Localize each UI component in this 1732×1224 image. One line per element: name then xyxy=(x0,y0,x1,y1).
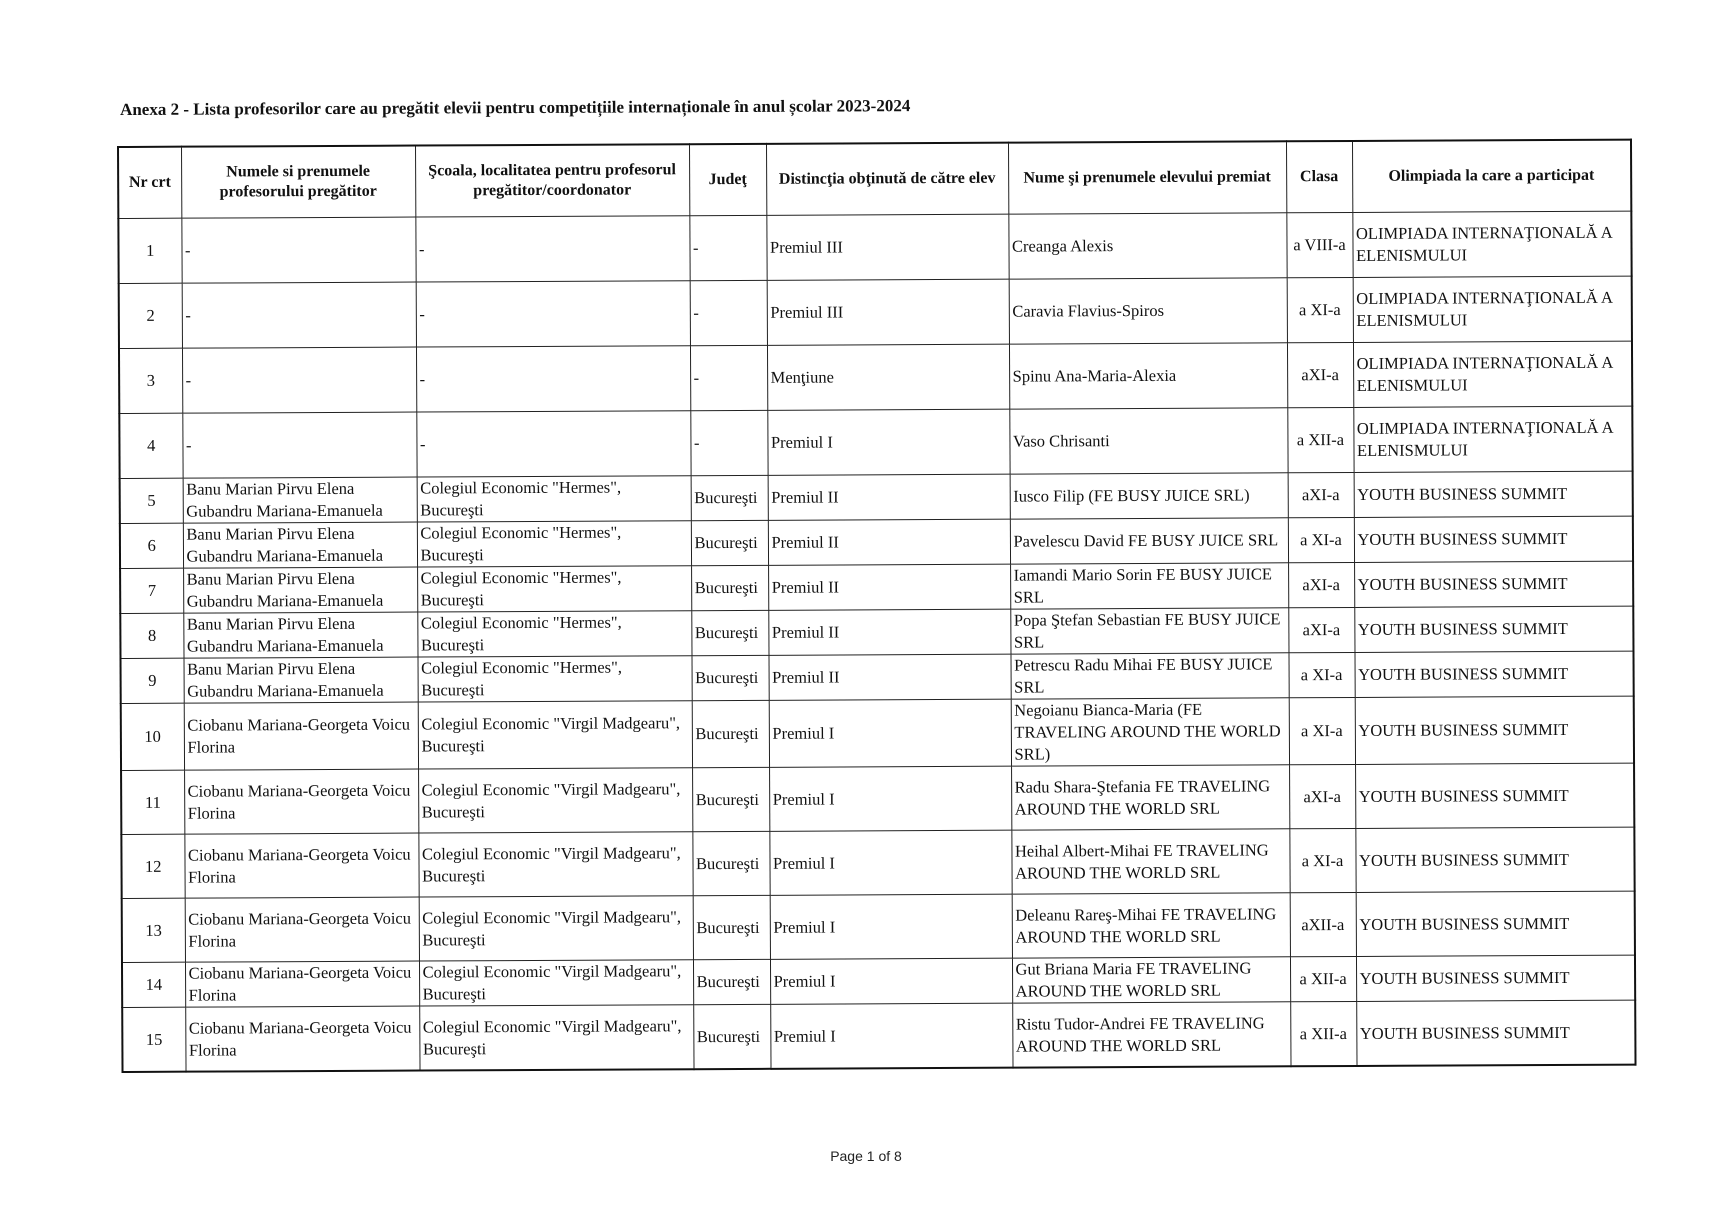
cell-scoala: - xyxy=(416,281,690,347)
cell-distinctie: Premiul II xyxy=(768,474,1010,520)
cell-clasa: a XII-a xyxy=(1290,956,1356,1001)
cell-olimpiada: OLIMPIADA INTERNAŢIONALĂ A ELENISMULUI xyxy=(1353,406,1632,472)
table-row xyxy=(118,211,1631,283)
cell-judet: Bucureşti xyxy=(693,959,770,1004)
cell-scoala: - xyxy=(415,216,689,282)
cell-distinctie: Premiul II xyxy=(768,564,1010,610)
cell-nr: 8 xyxy=(120,613,183,658)
cell-nr: 3 xyxy=(119,348,182,413)
cell-elev: Heihal Albert-Mihai FE TRAVELING AROUND THE WORLD SRL xyxy=(1011,829,1289,894)
cell-judet: Bucureşti xyxy=(691,565,768,610)
cell-scoala: Colegiul Economic "Hermes", Bucureşti xyxy=(417,611,691,657)
cell-distinctie: Premiul II xyxy=(768,519,1010,565)
cell-olimpiada: YOUTH BUSINESS SUMMIT xyxy=(1354,651,1633,697)
cell-elev: Vaso Chrisanti xyxy=(1009,408,1287,474)
cell-clasa: a XI-a xyxy=(1289,697,1355,764)
cell-olimpiada: YOUTH BUSINESS SUMMIT xyxy=(1356,1000,1635,1066)
cell-clasa: a XII-a xyxy=(1290,1001,1356,1066)
cell-judet: Bucureşti xyxy=(693,895,770,959)
table-container xyxy=(117,139,1635,1073)
cell-clasa: a XI-a xyxy=(1288,517,1354,562)
cell-clasa: aXI-a xyxy=(1289,764,1355,828)
header-profesor: Numele si prenumele profesorului pregătitor xyxy=(181,146,415,219)
cell-profesor: Ciobanu Mariana-Georgeta Voicu Florina xyxy=(185,897,419,962)
cell-olimpiada: OLIMPIADA INTERNAŢIONALĂ A ELENISMULUI xyxy=(1353,276,1632,342)
cell-distinctie: Premiul I xyxy=(769,830,1011,895)
cell-judet: Bucureşti xyxy=(691,520,768,565)
cell-profesor: Banu Marian Pirvu Elena Gubandru Mariana-Emanuela xyxy=(183,522,417,568)
page-number: Page 1 of 8 xyxy=(830,1148,902,1164)
cell-distinctie: Premiul I xyxy=(769,766,1011,831)
cell-olimpiada: YOUTH BUSINESS SUMMIT xyxy=(1355,763,1634,828)
cell-nr: 12 xyxy=(121,834,184,898)
cell-profesor: Banu Marian Pirvu Elena Gubandru Mariana-Emanuela xyxy=(183,477,417,523)
cell-clasa: aXI-a xyxy=(1288,562,1354,607)
cell-judet: Bucureşti xyxy=(693,1004,770,1069)
cell-distinctie: Premiul II xyxy=(768,654,1010,700)
cell-elev: Radu Shara-Ştefania FE TRAVELING AROUND THE WORLD SRL xyxy=(1011,765,1289,830)
cell-profesor: Banu Marian Pirvu Elena Gubandru Mariana-Emanuela xyxy=(184,657,418,703)
cell-elev: Petrescu Radu Mihai FE BUSY JUICE SRL xyxy=(1010,653,1288,699)
header-clasa: Clasa xyxy=(1286,141,1352,213)
cell-distinctie: Premiul I xyxy=(770,894,1012,959)
cell-olimpiada: YOUTH BUSINESS SUMMIT xyxy=(1354,471,1633,517)
cell-elev: Pavelescu David FE BUSY JUICE SRL xyxy=(1010,518,1288,564)
header-elev: Nume şi prenumele elevului premiat xyxy=(1008,141,1286,214)
cell-nr: 7 xyxy=(120,568,183,613)
table-row xyxy=(120,606,1633,658)
cell-olimpiada: YOUTH BUSINESS SUMMIT xyxy=(1354,561,1633,607)
cell-profesor: Banu Marian Pirvu Elena Gubandru Mariana-Emanuela xyxy=(183,567,417,613)
header-olimpiada: Olimpiada la care a participat xyxy=(1352,140,1631,213)
cell-elev: Spinu Ana-Maria-Alexia xyxy=(1009,343,1287,409)
cell-nr: 13 xyxy=(122,898,185,962)
cell-distinctie: Premiul I xyxy=(767,409,1009,475)
table-row xyxy=(119,341,1632,413)
cell-scoala: Colegiul Economic "Hermes", Bucureşti xyxy=(417,476,691,522)
cell-clasa: a XI-a xyxy=(1287,277,1353,342)
cell-elev: Gut Briana Maria FE TRAVELING AROUND THE WORLD SRL xyxy=(1012,957,1290,1003)
cell-profesor: Ciobanu Mariana-Georgeta Voicu Florina xyxy=(184,769,418,834)
cell-profesor: Ciobanu Mariana-Georgeta Voicu Florina xyxy=(184,833,418,898)
cell-scoala: Colegiul Economic "Virgil Madgearu", Bucureşti xyxy=(418,832,692,897)
cell-distinctie: Menţiune xyxy=(767,344,1009,410)
cell-scoala: Colegiul Economic "Virgil Madgearu", Bucureşti xyxy=(419,896,693,961)
cell-judet: Bucureşti xyxy=(692,700,769,767)
cell-profesor: Ciobanu Mariana-Georgeta Voicu Florina xyxy=(185,1006,419,1072)
cell-olimpiada: YOUTH BUSINESS SUMMIT xyxy=(1356,955,1635,1001)
cell-olimpiada: YOUTH BUSINESS SUMMIT xyxy=(1355,696,1634,764)
cell-judet: - xyxy=(690,410,767,475)
cell-scoala: Colegiul Economic "Virgil Madgearu", Bucureşti xyxy=(418,768,692,833)
table-row xyxy=(121,763,1634,834)
cell-judet: Bucureşti xyxy=(691,610,768,655)
cell-elev: Deleanu Rareş-Mihai FE TRAVELING AROUND THE WORLD SRL xyxy=(1012,893,1290,958)
cell-clasa: aXI-a xyxy=(1287,342,1353,407)
cell-nr: 1 xyxy=(118,218,181,283)
table-row xyxy=(119,276,1632,348)
cell-distinctie: Premiul I xyxy=(770,1003,1012,1069)
cell-clasa: aXI-a xyxy=(1288,607,1354,652)
table-row xyxy=(121,827,1634,898)
cell-nr: 5 xyxy=(120,478,183,523)
cell-scoala: Colegiul Economic "Hermes", Bucureşti xyxy=(418,656,692,702)
cell-judet: Bucureşti xyxy=(691,475,768,520)
cell-olimpiada: YOUTH BUSINESS SUMMIT xyxy=(1354,516,1633,562)
cell-scoala: Colegiul Economic "Virgil Madgearu", Bucureşti xyxy=(418,701,692,769)
cell-nr: 6 xyxy=(120,523,183,568)
cell-scoala: Colegiul Economic "Hermes", Bucureşti xyxy=(417,566,691,612)
teachers-table xyxy=(117,139,1637,1073)
cell-scoala: Colegiul Economic "Virgil Madgearu", Bucureşti xyxy=(419,960,693,1006)
cell-judet: Bucureşti xyxy=(691,655,768,700)
cell-elev: Iamandi Mario Sorin FE BUSY JUICE SRL xyxy=(1010,563,1288,609)
cell-nr: 2 xyxy=(119,283,182,348)
table-row xyxy=(122,891,1635,962)
cell-judet: - xyxy=(690,280,767,345)
cell-judet: - xyxy=(689,215,766,280)
cell-judet: Bucureşti xyxy=(692,767,769,831)
table-row xyxy=(120,561,1633,613)
cell-nr: 9 xyxy=(121,658,184,703)
cell-clasa: a XI-a xyxy=(1288,652,1354,697)
cell-distinctie: Premiul III xyxy=(766,214,1008,280)
cell-clasa: a XI-a xyxy=(1289,828,1355,892)
cell-elev: Ristu Tudor-Andrei FE TRAVELING AROUND THE WORLD SRL xyxy=(1012,1002,1290,1068)
table-row xyxy=(120,471,1633,523)
header-nr: Nr crt xyxy=(118,147,181,219)
cell-olimpiada: OLIMPIADA INTERNAŢIONALĂ A ELENISMULUI xyxy=(1353,341,1632,407)
cell-judet: Bucureşti xyxy=(692,831,769,895)
cell-scoala: Colegiul Economic "Hermes", Bucureşti xyxy=(417,521,691,567)
cell-distinctie: Premiul II xyxy=(768,609,1010,655)
table-row xyxy=(121,651,1634,703)
cell-elev: Caravia Flavius-Spiros xyxy=(1009,278,1287,344)
table-row xyxy=(121,696,1634,770)
document-title: Anexa 2 - Lista profesorilor care au pregătit elevii pentru competițiile internaționale în anul școlar 2023-2024 xyxy=(120,96,911,119)
cell-judet: - xyxy=(690,345,767,410)
cell-elev: Popa Ştefan Sebastian FE BUSY JUICE SRL xyxy=(1010,608,1288,654)
cell-profesor: - xyxy=(182,282,416,348)
cell-clasa: a VIII-a xyxy=(1286,212,1352,277)
cell-profesor: Banu Marian Pirvu Elena Gubandru Mariana-Emanuela xyxy=(183,612,417,658)
cell-olimpiada: YOUTH BUSINESS SUMMIT xyxy=(1354,606,1633,652)
cell-profesor: Ciobanu Mariana-Georgeta Voicu Florina xyxy=(184,702,418,770)
cell-nr: 11 xyxy=(121,770,184,834)
cell-scoala: Colegiul Economic "Virgil Madgearu", Bucureşti xyxy=(419,1005,693,1071)
cell-elev: Negoianu Bianca-Maria (FE TRAVELING AROUND THE WORLD SRL) xyxy=(1011,698,1289,766)
cell-elev: Creanga Alexis xyxy=(1008,213,1286,279)
cell-olimpiada: OLIMPIADA INTERNAŢIONALĂ A ELENISMULUI xyxy=(1352,211,1631,277)
table-row xyxy=(119,406,1632,478)
cell-clasa: aXI-a xyxy=(1288,472,1354,517)
header-row xyxy=(118,140,1631,219)
cell-clasa: aXII-a xyxy=(1290,892,1356,956)
cell-distinctie: Premiul I xyxy=(770,958,1012,1004)
cell-nr: 15 xyxy=(122,1007,185,1072)
table-row xyxy=(120,516,1633,568)
cell-clasa: a XII-a xyxy=(1287,407,1353,472)
table-row xyxy=(122,955,1635,1007)
cell-nr: 4 xyxy=(119,413,182,478)
cell-profesor: - xyxy=(182,412,416,478)
cell-nr: 10 xyxy=(121,703,184,770)
cell-scoala: - xyxy=(416,346,690,412)
cell-profesor: - xyxy=(182,347,416,413)
table-row xyxy=(122,1000,1635,1072)
cell-nr: 14 xyxy=(122,962,185,1007)
header-judet: Judeţ xyxy=(689,144,766,216)
cell-distinctie: Premiul I xyxy=(769,699,1011,767)
cell-elev: Iusco Filip (FE BUSY JUICE SRL) xyxy=(1010,473,1288,519)
header-distinctie: Distincţia obţinută de către elev xyxy=(766,143,1008,216)
cell-olimpiada: YOUTH BUSINESS SUMMIT xyxy=(1356,891,1635,956)
cell-profesor: - xyxy=(181,217,415,283)
cell-scoala: - xyxy=(416,411,690,477)
header-scoala: Şcoala, localitatea pentru profesorul pregătitor/coordonator xyxy=(415,144,689,217)
cell-profesor: Ciobanu Mariana-Georgeta Voicu Florina xyxy=(185,961,419,1007)
cell-distinctie: Premiul III xyxy=(767,279,1009,345)
cell-olimpiada: YOUTH BUSINESS SUMMIT xyxy=(1355,827,1634,892)
